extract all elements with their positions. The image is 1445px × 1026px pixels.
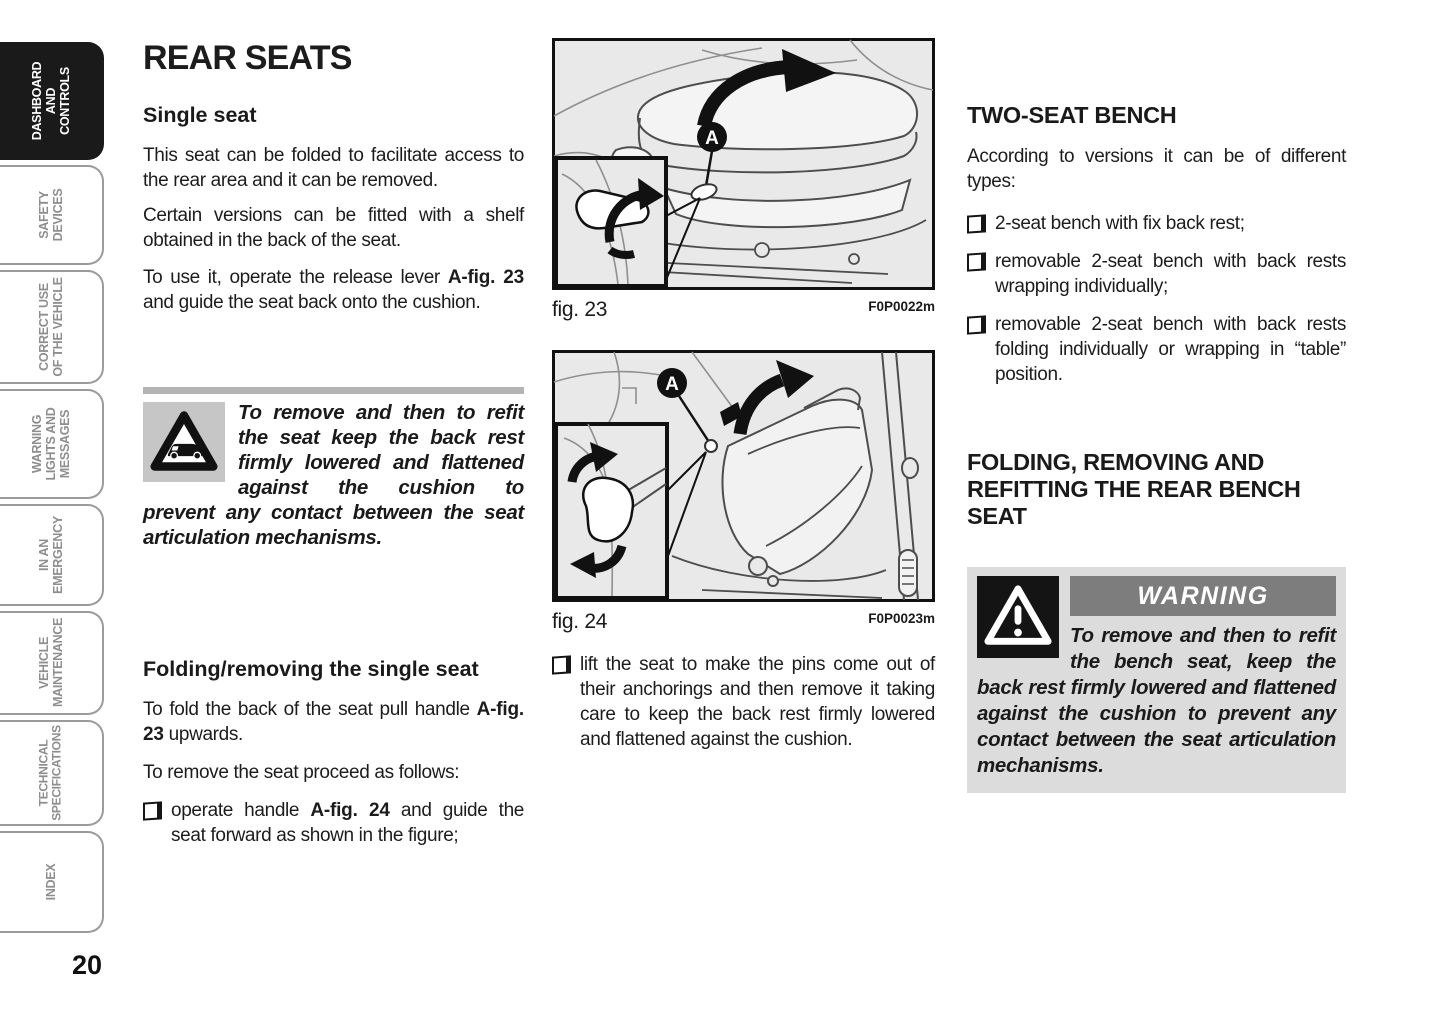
page-number: 20 — [72, 950, 103, 980]
warning-note-body — [143, 400, 524, 550]
sidebar-tab-label: DASHBOARD AND CONTROLS — [30, 61, 72, 141]
figure-code: F0P0022m — [868, 299, 935, 314]
a-label-badge — [697, 122, 727, 152]
list-item-text — [171, 798, 524, 848]
list-item — [967, 312, 1346, 387]
figure-reference: A-fig. 23 — [447, 267, 524, 288]
warning-box — [967, 567, 1346, 793]
figure-caption: fig. 24 — [552, 610, 608, 633]
sidebar-tab-label: INDEX — [44, 863, 58, 901]
list-item-text: removable 2-seat bench with back rests wrapping individually; — [995, 251, 1346, 297]
square-bullet-icon — [967, 315, 986, 334]
paragraph-text: upwards. — [163, 724, 243, 745]
sidebar-tab-label: VEHICLE MAINTENANCE — [37, 617, 65, 707]
figure-caption-row — [552, 298, 935, 324]
list-item — [967, 249, 1346, 299]
square-bullet-icon — [967, 214, 986, 233]
sidebar-tab-label: CORRECT USE OF THE VEHICLE — [37, 277, 65, 377]
sidebar-tab-vehicle-maintenance — [0, 611, 104, 715]
paragraph: According to versions it can be of different types: — [967, 146, 1346, 192]
paragraph: Certain versions can be fitted with a shelf obtained in the back of the seat. — [143, 205, 524, 251]
figure-23 — [552, 38, 935, 324]
paragraph-text: and guide the seat back onto the cushion. — [143, 292, 481, 313]
callout-letter: A — [665, 374, 679, 395]
two-seat-bench-heading: TWO-SEAT BENCH — [967, 102, 1177, 128]
divider-bar — [143, 387, 524, 394]
list-item — [552, 652, 935, 752]
callout-letter: A — [705, 128, 719, 149]
square-bullet-icon — [552, 655, 571, 674]
square-bullet-icon — [967, 252, 986, 271]
paragraph-text: To fold the back of the seat pull handle — [143, 699, 477, 720]
warning-text: To remove and then to refit the bench seat, keep the back rest firmly lowered and flattened against the cushion to prevent any contact between the seat articulation mechanisms. — [977, 624, 1336, 777]
column-center — [552, 38, 935, 752]
paragraph — [143, 697, 524, 747]
sidebar-tab-label: IN AN EMERGENCY — [37, 516, 65, 594]
fig24-drawing — [552, 350, 935, 602]
paragraph — [143, 265, 524, 315]
sidebar-tab-warning-lights-and-messages — [0, 389, 104, 499]
column-left — [143, 40, 524, 848]
warning-note — [143, 387, 524, 550]
belt-adjuster — [899, 550, 917, 596]
list-item-text: lift the seat to make the pins come out of their anchorings and then remove it taking care to keep the back rest firmly lowered and flattened against the cushion. — [580, 654, 935, 750]
page-title: REAR SEATS — [143, 39, 352, 77]
paragraph-text: operate handle — [171, 800, 311, 821]
list-item — [143, 798, 524, 848]
sidebar-tab-technical-specifications — [0, 720, 104, 826]
square-bullet-icon — [143, 801, 162, 820]
sidebar-tab-in-an-emergency — [0, 504, 104, 606]
fig23-inset — [556, 158, 666, 286]
figure-24 — [552, 350, 935, 636]
warning-header-label: WARNING — [1137, 581, 1269, 610]
column-right — [967, 40, 1346, 793]
warning-header — [1070, 576, 1336, 616]
paragraph-text: To use it, operate the release lever — [143, 267, 448, 288]
sidebar-tab-index — [0, 831, 104, 933]
folding-bench-heading: FOLDING, REMOVING AND REFITTING THE REAR BENCH SEAT — [967, 449, 1301, 529]
van-warning-triangle-icon — [150, 410, 218, 474]
single-seat-heading: Single seat — [143, 103, 257, 127]
sidebar-tab-safety-devices — [0, 165, 104, 265]
list-item — [967, 211, 1346, 236]
exclamation-warning-triangle-icon — [977, 576, 1059, 658]
warning-text: To remove and then to refit the seat keep the back rest firmly lowered and flattened against the cushion to prevent any contact between the seat articulation mechanisms. — [143, 401, 524, 549]
list-item-text: 2-seat bench with fix back rest; — [995, 213, 1245, 234]
sidebar-tab-dashboard-and-controls — [0, 42, 104, 160]
paragraph: To remove the seat proceed as follows: — [143, 762, 460, 783]
sidebar-tab-correct-use-of-the-vehicle — [0, 270, 104, 384]
paragraph: This seat can be folded to facilitate access to the rear area and it can be removed. — [143, 145, 524, 191]
figure-reference: A-fig. 23 — [143, 699, 524, 745]
exclamation-warning-triangle-icon — [983, 582, 1053, 652]
figure-caption-row — [552, 610, 935, 636]
fig24-inset — [556, 424, 667, 598]
van-warning-triangle-icon — [143, 402, 225, 482]
folding-removing-heading: Folding/removing the single seat — [143, 657, 479, 681]
sidebar-tab-label: TECHNICAL SPECIFICATIONS — [36, 725, 64, 821]
fig23-drawing — [552, 38, 935, 290]
sidebar-tab-label: SAFETY DEVICES — [37, 188, 65, 242]
figure-reference: A-fig. 24 — [310, 800, 390, 821]
a-label-badge — [657, 368, 687, 398]
list-item-text: removable 2-seat bench with back rests folding individually or wrapping in “table” position. — [995, 314, 1346, 385]
sidebar-tab-label: WARNING LIGHTS AND MESSAGES — [30, 407, 72, 481]
figure-code: F0P0023m — [868, 611, 935, 626]
figure-caption: fig. 23 — [552, 298, 608, 321]
paragraph-text: and guide the seat forward as shown in the figure; — [171, 800, 524, 846]
